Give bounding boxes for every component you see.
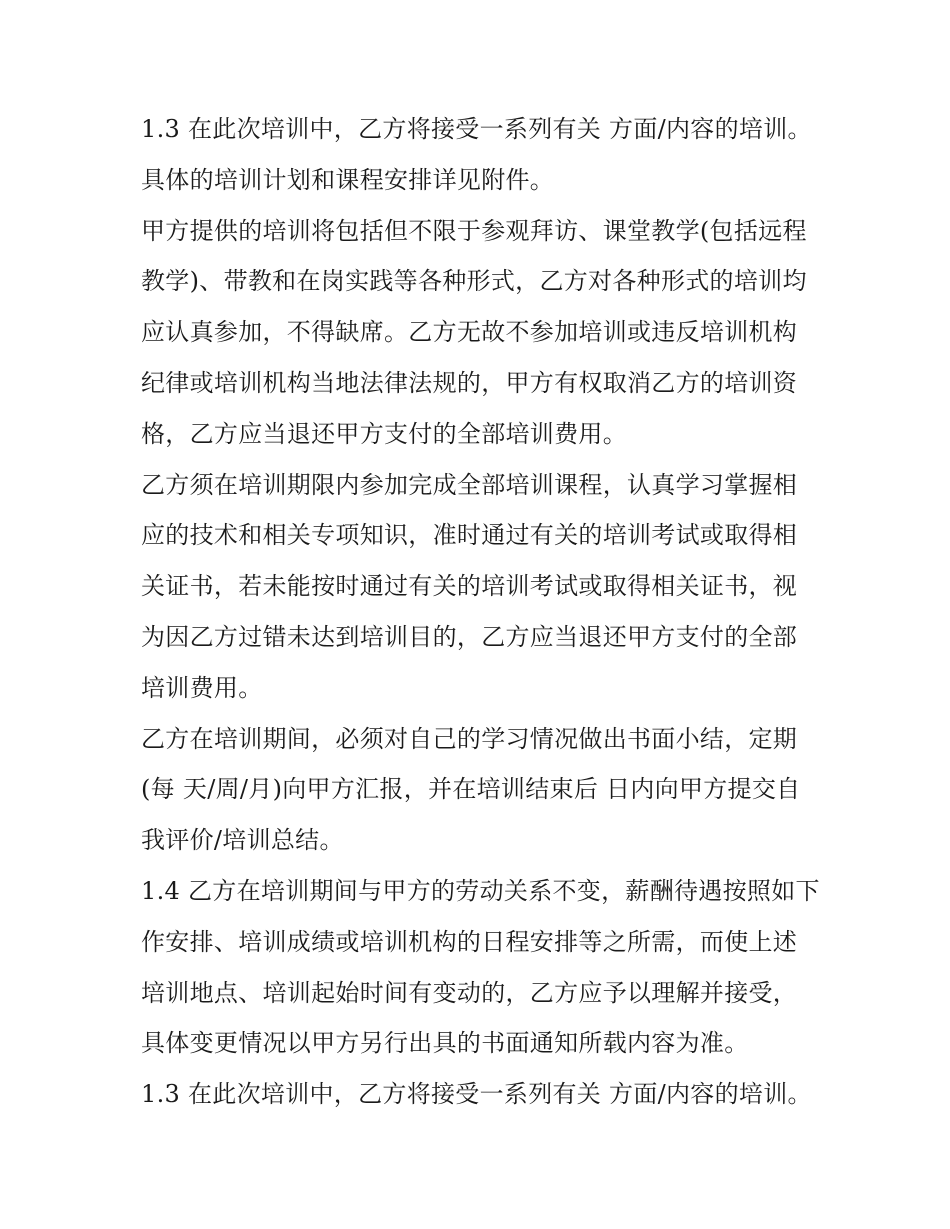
paragraph-reporting: 乙方在培训期间，必须对自己的学习情况做出书面小结，定期(每 天/周/月)向甲方汇报，并在培训结束后 日内向甲方提交自我评价/培训总结。: [141, 724, 801, 855]
paragraph-completion-requirements: 乙方须在培训期限内参加完成全部培训课程，认真学习掌握相应的技术和相关专项知识，准时通过有关的培训考试或取得相关证书，若未能按时通过有关的培训考试或取得相关证书，视为因乙方过错未达到培训目的，乙方应当退还甲方支付的全部培训费用。: [141, 470, 798, 702]
paragraph-training-forms: 甲方提供的培训将包括但不限于参观拜访、课堂教学(包括远程教学)、带教和在岗实践等各种形式，乙方对各种形式的培训均应认真参加，不得缺席。乙方无故不参加培训或违反培训机构纪律或培训机构当地法律法规的，甲方有权取消乙方的培训资格，乙方应当退还甲方支付的全部培训费用。: [141, 216, 807, 448]
paragraph-employment-relation: 1.4 乙方在培训期间与甲方的劳动关系不变，薪酬待遇按照如下作安排、培训成绩或培训机构的日程安排等之所需，而使上述培训地点、培训起始时间有变动的，乙方应予以理解并接受，具体变更情况以甲方另行出具的书面通知所载内容为准。: [141, 876, 820, 1058]
paragraph-training-content-repeat: 1.3 在此次培训中，乙方将接受一系列有关 方面/内容的培训。: [141, 1080, 812, 1109]
document-body: [141, 104, 821, 1120]
paragraph-training-content: 1.3 在此次培训中，乙方将接受一系列有关 方面/内容的培训。具体的培训计划和课程安排详见附件。: [141, 115, 812, 194]
